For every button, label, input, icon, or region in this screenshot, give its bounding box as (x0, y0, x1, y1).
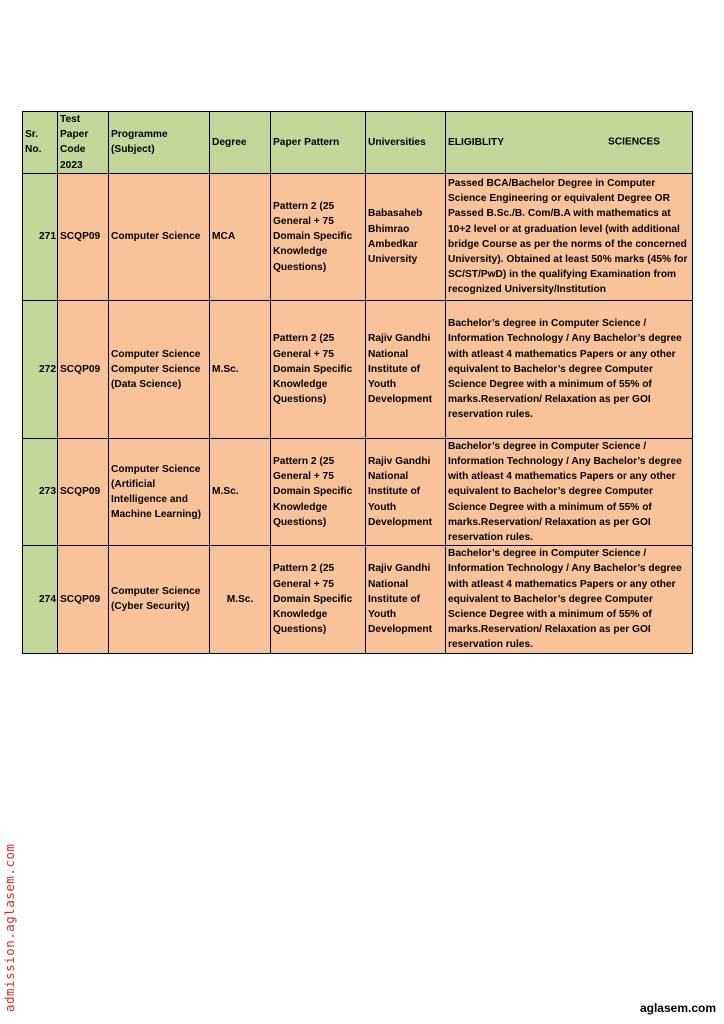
sr-no-cell: 271 (23, 173, 58, 300)
test-paper-code-cell: SCQP09 (58, 300, 109, 438)
degree-cell: M.Sc. (210, 546, 271, 653)
eligibility-table (22, 111, 693, 654)
header-sr-no: Sr. No. (23, 112, 58, 174)
header-programme: Programme (Subject) (109, 112, 210, 174)
watermark-text: admission.aglasem.com (2, 843, 17, 1012)
table-header-row (23, 112, 693, 174)
programme-cell: Computer Science Computer Science (Data Science) (109, 300, 210, 438)
eligibility-cell: Bachelor’s degree in Computer Science / Information Technology / Any Bachelor’s degree with atleast 4 mathematics Papers or any other equivalent to Bachelor’s degree Computer Science Degree with a minimum of 55% of marks.Reservation/ Relaxation as per GOI reservation rules. (446, 546, 693, 653)
sr-no-cell: 274 (23, 546, 58, 653)
table-row (23, 438, 693, 545)
header-eligibility (446, 112, 693, 174)
paper-pattern-cell: Pattern 2 (25 General + 75 Domain Specific Knowledge Questions) (271, 546, 366, 653)
sr-no-cell: 272 (23, 300, 58, 438)
header-paper-pattern: Paper Pattern (271, 112, 366, 174)
programme-cell: Computer Science (Cyber Security) (109, 546, 210, 653)
degree-cell: MCA (210, 173, 271, 300)
paper-pattern-cell: Pattern 2 (25 General + 75 Domain Specific Knowledge Questions) (271, 173, 366, 300)
footer-brand: aglasem.com (639, 1001, 716, 1015)
degree-cell: M.Sc. (210, 300, 271, 438)
header-degree: Degree (210, 112, 271, 174)
university-cell: Rajiv Gandhi National Institute of Youth Development (366, 546, 446, 653)
header-test-paper-code: Test Paper Code 2023 (58, 112, 109, 174)
sr-no-cell: 273 (23, 438, 58, 545)
test-paper-code-cell: SCQP09 (58, 546, 109, 653)
university-cell: Babasaheb Bhimrao Ambedkar University (366, 173, 446, 300)
programme-cell: Computer Science (109, 173, 210, 300)
header-eligibility-label: ELIGIBLITY (448, 136, 505, 148)
paper-pattern-cell: Pattern 2 (25 General + 75 Domain Specific Knowledge Questions) (271, 300, 366, 438)
university-cell: Rajiv Gandhi National Institute of Youth Development (366, 300, 446, 438)
paper-pattern-cell: Pattern 2 (25 General + 75 Domain Specific Knowledge Questions) (271, 438, 366, 545)
programme-cell: Computer Science (Artificial Intelligence and Machine Learning) (109, 438, 210, 545)
university-cell: Rajiv Gandhi National Institute of Youth Development (366, 438, 446, 545)
eligibility-cell: Bachelor’s degree in Computer Science / Information Technology / Any Bachelor’s degree with atleast 4 mathematics Papers or any other equivalent to Bachelor’s degree Computer Science Degree with a minimum of 55% of marks.Reservation/ Relaxation as per GOI reservation rules. (446, 300, 693, 438)
table-row (23, 173, 693, 300)
test-paper-code-cell: SCQP09 (58, 173, 109, 300)
header-sciences-label: SCIENCES (608, 136, 661, 148)
table-row (23, 300, 693, 438)
table-row (23, 546, 693, 653)
degree-cell: M.Sc. (210, 438, 271, 545)
eligibility-cell: Passed BCA/Bachelor Degree in Computer Science Engineering or equivalent Degree OR Passed B.Sc./B. Com/B.A with mathematics at 10+2 level or at graduation level (with additional bridge Course as per the norms of the concerned University). Obtained at least 50% marks (45% for SC/ST/PwD) in the qualifying Examination from recognized University/Institution (446, 173, 693, 300)
test-paper-code-cell: SCQP09 (58, 438, 109, 545)
eligibility-cell: Bachelor’s degree in Computer Science / Information Technology / Any Bachelor’s degree with atleast 4 mathematics Papers or any other equivalent to Bachelor’s degree Computer Science Degree with a minimum of 55% of marks.Reservation/ Relaxation as per GOI reservation rules. (446, 438, 693, 545)
header-universities: Universities (366, 112, 446, 174)
